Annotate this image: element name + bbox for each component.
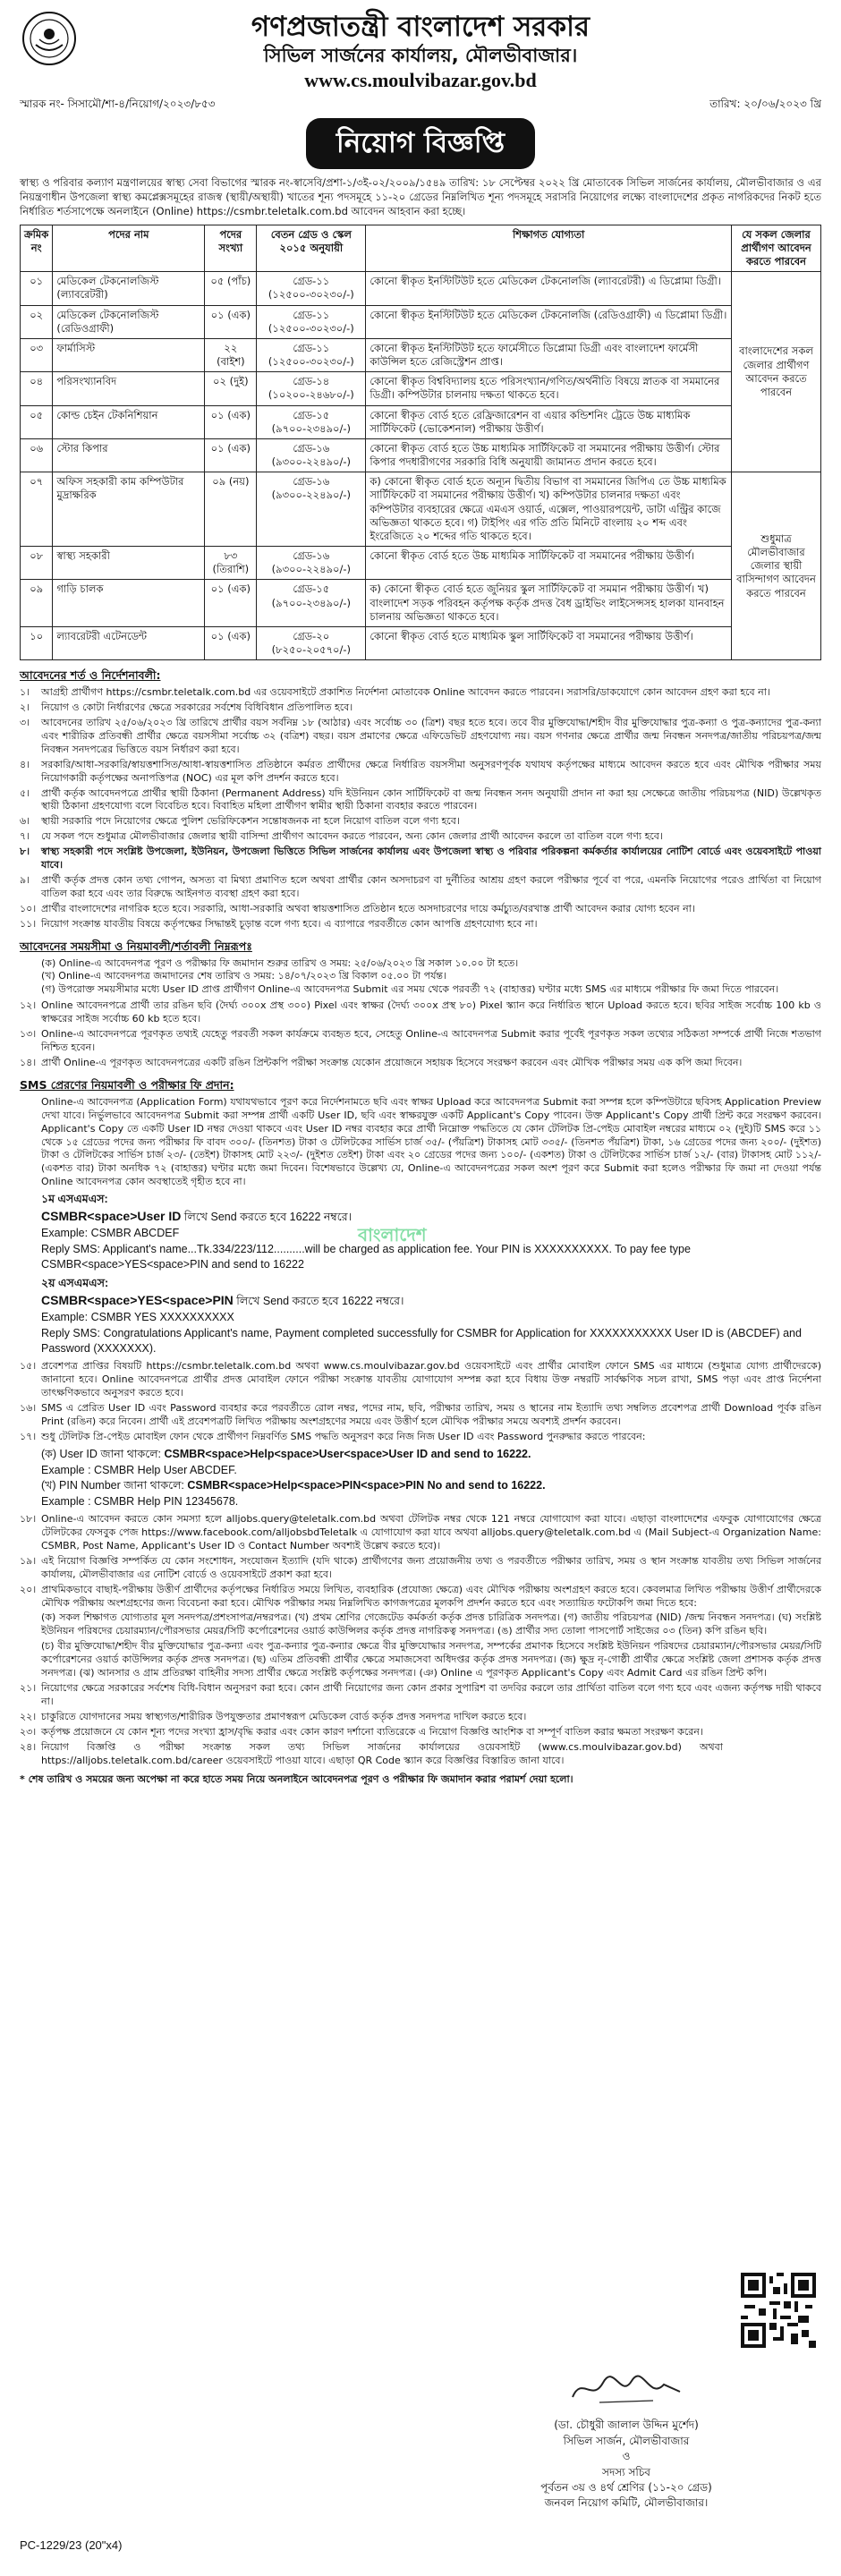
- item-number: [20, 1611, 41, 1638]
- table-row: [21, 438, 821, 472]
- cell-serial: ০৫: [21, 405, 53, 438]
- cell-qualification: কোনো স্বীকৃত বোর্ড হতে উচ্চ মাধ্যমিক সার্টিফিকেট বা সমমানের পরীক্ষায় উত্তীর্ণ। স্টোর কিপার পদধারীগণের সরকারি বিধি অনুযায়ী জামানত প্রদান করতে হবে।: [366, 438, 732, 472]
- cell-qualification: কোনো স্বীকৃত বোর্ড হতে রেফ্রিজারেশন বা এয়ার কন্ডিশনিং ট্রেডে উচ্চ মাধ্যমিক সার্টিফিকেট (ভোকেশনাল) পরীক্ষায় উত্তীর্ণ।: [366, 405, 732, 438]
- sms2-label: ২য় এসএমএস:: [41, 1277, 109, 1290]
- banner-wrap: [20, 118, 821, 169]
- item-text: SMS এ প্রেরিত User ID এবং Password ব্যবহার করে পরবর্তীতে রোল নম্বর, পদের নাম, ছবি, পরীক্ষার তারিখ, সময় ও স্থানের নাম ইত্যাদি তথ্য সম্বলিত প্রবেশপত্র প্রার্থী Download পূর্বক রঙিন Print (রঙিন) করে নিবেন। প্রার্থী এই প্রবেশপত্রটি লিখিত পরীক্ষায় অংশগ্রহণের সময়ে এবং উত্তীর্ণ হলে মৌখিক পরীক্ষার সময়ে অবশ্যই প্রদর্শন করবেন।: [41, 1401, 821, 1427]
- govt-title: গণপ্রজাতন্ত্রী বাংলাদেশ সরকার: [251, 11, 590, 43]
- cell-count: ০১ (এক): [205, 580, 257, 627]
- item-text: চাকুরিতে যোগদানের সময় স্বাস্থ্যগত/শারীরিক উপযুক্ততার প্রমাণস্বরূপ মেডিকেল বোর্ড কর্তৃক প্রদত্ত সনদপত্র দাখিল করতে হবে।: [41, 1711, 527, 1723]
- cell-qualification: কোনো স্বীকৃত ইনস্টিটিউট হতে মেডিকেল টেকনোলজি (ল্যাবরেটরী) এ ডিপ্লোমা ডিগ্রী।: [366, 272, 732, 305]
- cell-serial: ০১: [21, 272, 53, 305]
- later-list: [20, 1360, 821, 1444]
- list-item: [20, 701, 821, 715]
- cell-grade: গ্রেড-২০ (৮২৫০-২০৫৭০/-): [257, 626, 366, 659]
- item-number: ১৬।: [20, 1401, 37, 1414]
- retrieve-b-example: Example : CSMBR Help PIN 12345678.: [41, 1495, 239, 1509]
- item-number: ৯।: [20, 874, 30, 887]
- office-name: সিভিল সার্জনের কার্যালয়, মৌলভীবাজার।: [263, 44, 578, 66]
- cell-qualification: ক) কোনো স্বীকৃত বোর্ড হতে জুনিয়র স্কুল সার্টিফিকেট বা সমমান পরীক্ষায় উত্তীর্ণ। খ) বাংলাদেশ সড়ক পরিবহন কর্তৃপক্ষ কর্তৃক প্রদত্ত বৈধ ড্রাইভিং লাইসেন্সসহ হালকা যানবাহন চালনায় অভিজ্ঞতা থাকতে হবে।: [366, 580, 732, 627]
- sms-retrieve: [20, 1447, 821, 1510]
- cell-eligibility-local: শুধুমাত্র মৌলভীবাজার জেলার স্থায়ী বাসিন্দাগণ আবেদন করতে পারবেন: [732, 472, 821, 660]
- retrieve-b-command: CSMBR<space>Help<space>PIN<space>PIN No and send to 16222.: [187, 1479, 546, 1492]
- cell-grade: গ্রেড-১১ (১২৫০০-৩০২৩০/-): [257, 305, 366, 338]
- item-text: নিয়োগ সংক্রান্ত যাবতীয় বিষয়ে কর্তৃপক্ষের সিদ্ধান্তই চূড়ান্ত বলে গণ্য হবে। এ ব্যাপারে পরবর্তীতে কোন আপত্তি গ্রহণযোগ্য হবে না।: [41, 918, 538, 931]
- cell-grade: গ্রেড-১১ (১২৫০০-৩০২৩০/-): [257, 272, 366, 305]
- cell-qualification: কোনো স্বীকৃত বোর্ড হতে উচ্চ মাধ্যমিক সার্টিফিকেট বা সমমানের পরীক্ষায় উত্তীর্ণ।: [366, 547, 732, 580]
- th-grade: বেতন গ্রেড ও স্কেল ২০১৫ অনুযায়ী: [257, 225, 366, 272]
- cell-post: অফিস সহকারী কাম কম্পিউটার মুদ্রাক্ষরিক: [53, 472, 205, 547]
- cell-serial: ০৬: [21, 438, 53, 472]
- item-number: ১০।: [20, 903, 37, 915]
- conditions-title: আবেদনের শর্ত ও নির্দেশনাবলী:: [20, 668, 161, 683]
- cell-serial: ০৯: [21, 580, 53, 627]
- list-item: (খ) Online-এ আবেদনপত্র জমাদানের শেষ তারিখ ও সময়: ১৪/০৭/২০২৩ খ্রি বিকাল ০৫.০০ টা পর্যন্ত।: [41, 970, 446, 982]
- item-number: ২১।: [20, 1682, 37, 1695]
- notice-banner: নিয়োগ বিজ্ঞপ্তি: [306, 118, 535, 169]
- cell-post: গাড়ি চালক: [53, 580, 205, 627]
- cell-qualification: ক) কোনো স্বীকৃত বোর্ড হতে অন্যূন দ্বিতীয় বিভাগ বা সমমানের জিপিএ তে উচ্চ মাধ্যমিক সার্টিফিকেট বা সমমানের পরীক্ষায় উত্তীর্ণ। খ) কম্পিউটার চালনার দক্ষতা এবং কম্পিউটার ব্যবহারের ক্ষেত্রে এমএস ওয়ার্ড, এক্সেল, পাওয়ারপয়েন্ট, ডাটা এন্ট্রির কাজে অভিজ্ঞতা থাকতে হবে। গ) টাইপিং এর গতি প্রতি মিনিটে বাংলায় ২০ শব্দ এবং ইংরেজিতে ২০ শব্দের গতি থাকতে হবে।: [366, 472, 732, 547]
- signatory-title: সিভিল সার্জন, মৌলভীবাজার: [563, 2434, 690, 2447]
- sms1-reply: Reply SMS: Applicant's name...Tk.334/223/112..........will be charged as application fee. Your PIN is XXXXXXXXXX. To pay fee type CSMBR<space>YES<space>PIN and send to 16222: [41, 1242, 691, 1271]
- list-item: [20, 1028, 821, 1055]
- list-item: [20, 1611, 821, 1638]
- cell-qualification: কোনো স্বীকৃত বিশ্ববিদ্যালয় হতে পরিসংখ্যান/গণিত/অর্থনীতি বিষয়ে স্নাতক বা সমমানের ডিগ্রী। কম্পিউটার চালনায় দক্ষতা থাকতে হবে।: [366, 372, 732, 405]
- list-item: [20, 815, 821, 829]
- deadline-warning: * শেষ তারিখ ও সময়ের জন্য অপেক্ষা না করে হাতে সময় নিয়ে অনলাইনে আবেদনপত্র পূরণ ও পরীক্ষার ফি জমাদান করার পরামর্শ দেয়া হলো।: [20, 1773, 573, 1785]
- item-text: আবেদনের তারিখ ২৫/০৬/২০২৩ খ্রি তারিখে প্রার্থীর বয়স সর্বনিম্ন ১৮ (আঠার) এবং সর্বোচ্চ ৩০ (ত্রিশ) বছর হতে হবে। তবে বীর মুক্তিযোদ্ধা/শহীদ বীর মুক্তিযোদ্ধার পুত্র-কন্যা ও পুত্র-কন্যাদের পুত্র-কন্যা এবং শারীরিক প্রতিবন্ধী প্রার্থীর ক্ষেত্রে বয়সসীমা সর্বোচ্চ ৩২ (বত্রিশ) বছর। বয়স প্রমাণের ক্ষেত্রে এফিডেভিট গ্রহণযোগ্য নয়। বয়স গণনার ক্ষেত্রে প্রার্থীর জন্ম নিবন্ধন সনদপত্র/জাতীয় পরিচয়পত্র/জন্ম নিবন্ধন সনদপত্রের ভিত্তিতে বয়স নির্ধারণ করা হবে।: [41, 716, 821, 755]
- item-number: ৮।: [20, 846, 30, 858]
- item-number: ৭।: [20, 830, 30, 843]
- watermark: বাংলাদেশ: [358, 1224, 427, 1245]
- table-row: [21, 372, 821, 405]
- item-text: প্রার্থী কর্তৃক প্রদত্ত কোন তথ্য গোপন, অসত্য বা মিথ্যা প্রমাণিত হলে অথবা প্রার্থীর কোন অসদাচরণ বা দুর্নীতির আশ্রয় গ্রহণ করলে পরীক্ষার পূর্বে বা পরে, এমনকি নিয়োগের পরেও প্রার্থিতা বা নিয়োগ বাতিল করা হবে এবং তার বিরুদ্ধে আইনগত ব্যবস্থা গ্রহণ করা হবে।: [41, 874, 821, 900]
- list-item: [20, 1360, 821, 1400]
- item-number: ১২।: [20, 999, 37, 1012]
- item-number: ২।: [20, 701, 30, 713]
- signatory-role-3: জনবল নিয়োগ কমিটি, মৌলভীবাজার।: [544, 2496, 709, 2510]
- list-item: [20, 1682, 821, 1709]
- cell-grade: গ্রেড-১৫ (৯৭০০-২৩৪৯০/-): [257, 405, 366, 438]
- website-link[interactable]: www.cs.moulvibazar.gov.bd: [304, 68, 537, 91]
- cell-post: পরিসংখ্যানবিদ: [53, 372, 205, 405]
- cell-grade: গ্রেড-১৫ (৯৭০০-২৩৪৯০/-): [257, 580, 366, 627]
- sms-second: [20, 1276, 821, 1357]
- table-row: [21, 626, 821, 659]
- item-text: যে সকল পদে শুধুমাত্র মৌলভীবাজার জেলার স্থায়ী বাসিন্দা প্রার্থীগণ আবেদন করতে পারবেন, অন্য কোন জেলার প্রার্থী আবেদন করলে তা বাতিল বলে গণ্য হবে।: [41, 830, 663, 843]
- signatory-name: (ডা. চৌধুরী জালাল উদ্দিন মুর্শেদ): [554, 2419, 699, 2432]
- list-item: [20, 874, 821, 901]
- cell-count: ০২ (দুই): [205, 372, 257, 405]
- item-number: ২২।: [20, 1711, 37, 1723]
- retrieve-a-example: Example : CSMBR Help User ABCDEF.: [41, 1463, 237, 1476]
- th-post: পদের নাম: [53, 225, 205, 272]
- cell-serial: ০৩: [21, 338, 53, 371]
- cell-post: কোল্ড চেইন টেকনিশিয়ান: [53, 405, 205, 438]
- item-text: প্রাথমিকভাবে বাছাই-পরীক্ষায় উত্তীর্ণ প্রার্থীদের কর্তৃপক্ষের নির্ধারিত সময়ে লিখিত, ব্যবহারিক (প্রযোজ্য ক্ষেত্রে) এবং মৌখিক পরীক্ষায় অংশগ্রহণ করতে হবে। কেবলমাত্র লিখিত পরীক্ষায় উত্তীর্ণ প্রার্থীদেরকে মৌখিক পরীক্ষায় অংশগ্রহণের জন্য বিবেচনা করা হবে। মৌখিক পরীক্ষার সময় নিম্নলিখিত কাগজপত্রের মূলকপি প্রদর্শন করতে হবে এবং সত্যায়িত ফটোকপি জমা দিতে হবে:: [41, 1583, 821, 1609]
- table-row: [21, 272, 821, 305]
- sms1-label: ১ম এসএমএস:: [41, 1193, 108, 1206]
- list-item: [20, 759, 821, 786]
- list-item: [20, 717, 821, 757]
- item-number: ৩।: [20, 716, 30, 728]
- th-count: পদের সংখ্যা: [205, 225, 257, 272]
- cell-count: ০১ (এক): [205, 305, 257, 338]
- govt-emblem-icon: [21, 11, 77, 66]
- sms-description: Online-এ আবেদনপত্র (Application Form) যথাযথভাবে পূরণ করে নির্দেশনামতে ছবি এবং স্বাক্ষর Upload করে আবেদনপত্র Submit করা সম্পন্ন হলে কম্পিউটারে ছবিসহ Application Preview দেখা যাবে। নির্ভুলভাবে আবেদনপত্র Submit করা সম্পন্ন প্রার্থী একটি User ID, ছবি এবং স্বাক্ষরযুক্ত একটি Applicant's Copy পাবেন। উক্ত Applicant's Copy প্রার্থী প্রিন্ট করে সংরক্ষণ করবেন। Applicant's Copy তে একটি User ID নম্বর দেওয়া থাকবে এবং User ID নম্বর ব্যবহার করে প্রার্থী নিম্নোক্ত পদ্ধতিতে যে কোন টেলিটক প্রি-পেইড মোবাইল নম্বরের মাধ্যমে ০২ (দুই)টি SMS করে ১১ থেকে ১৫ গ্রেডের পদের জন্য পরীক্ষার ফি বাবদ ৩০০/- (তিনশত) টাকা ও টেলিটকের সার্ভিস চার্জ ৩৫/- (পঁয়ত্রিশ) টাকাসহ মোট ৩৩৫/- (তিনশত পঁয়ত্রিশ) টাকা, ১৬ গ্রেডের পদের জন্য ২০০/- (দুইশত) টাকা ও টেলিটকের সার্ভিস চার্জ ২৩/- (তেইশ) টাকাসহ মোট ২২৩/- (দুইশত তেইশ) টাকা এবং ২০ গ্রেডের পদের জন্য ১০০/- (একশত) টাকা ও টেলিটকের সার্ভিস চার্জ ১২/- (বার) টাকাসহ মোট ১১২/- (একশত বার) টাকা অনধিক ৭২ (বাহাত্তর) ঘণ্টার মধ্যে জমা দিবেন। বিশেষভাবে উল্লেখ্য যে, Online-এ আবেদনপত্রের সকল অংশ পূরণ করে Submit করা হলেও পরীক্ষার ফি জমা না দেওয়া পর্যন্ত Online আবেদনপত্র কোন অবস্থাতেই গৃহীত হবে না।: [41, 1095, 821, 1188]
- item-text: শুধু টেলিটক প্রি-পেইড মোবাইল ফোন থেকে প্রার্থীগণ নিম্নবর্ণিত SMS পদ্ধতি অনুসরণ করে নিজ নিজ User ID এবং Password পুনরুদ্ধার করতে পারবেন:: [41, 1430, 646, 1442]
- item-text: নিয়োগ বিজ্ঞপ্তি ও পরীক্ষা সংক্রান্ত সকল তথ্য সিভিল সার্জনের কার্যালয়ের ওয়েবসাইট (www.cs.moulvibazar.gov.bd) অথবা https://alljobs.teletalk.com.bd/career ওয়েবসাইটে পাওয়া যাবে। এছাড়া QR Code স্ক্যান করে বিজ্ঞপ্তির বিস্তারিত জানা যাবে।: [41, 1741, 723, 1766]
- sms2-reply: Reply SMS: Congratulations Applicant's name, Payment completed successfully for CSMBR for Application for XXXXXXXXXXX User ID is (ABCDEF) and Password (XXXXXXX).: [41, 1326, 802, 1356]
- signatory-and: ও: [622, 2450, 631, 2463]
- item-number: ২০।: [20, 1583, 37, 1595]
- retrieve-a-label: (ক) User ID জানা থাকলে:: [41, 1447, 162, 1460]
- item-text: স্বাস্থ্য সহকারী পদে সংশ্লিষ্ট উপজেলা, ইউনিয়ন, উপজেলা ভিত্তিতে সিভিল সার্জনের কার্যালয় এবং উপজেলা স্বাস্থ্য ও পরিবার পরিকল্পনা কর্মকর্তার কার্যালয়ের নোটিশ বোর্ডে এবং ওয়েবসাইটে পাওয়া যাবে।: [41, 846, 821, 871]
- item-number: ১৯।: [20, 1554, 37, 1567]
- cell-qualification: কোনো স্বীকৃত বোর্ড হতে মাধ্যমিক স্কুল সার্টিফিকেট বা সমমানের পরীক্ষায় উত্তীর্ণ।: [366, 626, 732, 659]
- retrieve-b-label: (খ) PIN Number জানা থাকলে:: [41, 1479, 184, 1492]
- cell-serial: ০৭: [21, 472, 53, 547]
- list-item: [20, 918, 821, 931]
- cell-count: ০৫ (পাঁচ): [205, 272, 257, 305]
- sms1-command: CSMBR<space>User ID: [41, 1209, 182, 1224]
- item-text: Online-এ আবেদনপত্রে পূরণকৃত তথ্যই যেহেতু পরবর্তী সকল কার্যক্রমে ব্যবহৃত হবে, সেহেতু Online-এ আবেদনপত্র Submit করার পূর্বেই পূরণকৃত সকল তথ্যের সঠিকতা সম্পর্কে প্রার্থী নিজে শতভাগ নিশ্চিত হবেন।: [41, 1028, 821, 1054]
- qr-code-icon[interactable]: [741, 2273, 816, 2348]
- list-item: [20, 1711, 821, 1724]
- sms1-example: Example: CSMBR ABCDEF: [41, 1226, 180, 1239]
- memo-number: স্মারক নং- সিসামৌ/শা-৪/নিয়োগ/২০২৩/৮৫৩: [20, 98, 216, 111]
- table-row: [21, 338, 821, 371]
- item-number: ৪।: [20, 758, 30, 770]
- cell-grade: গ্রেড-১৬ (৯৩০০-২২৪৯০/-): [257, 547, 366, 580]
- th-serial: ক্রমিক নং: [21, 225, 53, 272]
- list-item: [20, 1584, 821, 1611]
- item-number: ৬।: [20, 815, 30, 828]
- cell-post: মেডিকেল টেকনোলজিস্ট (ল্যাবরেটরী): [53, 272, 205, 305]
- item-text: প্রার্থী Online-এ পূরণকৃত আবেদনপত্রের একটি রঙিন প্রিন্টকপি পরীক্ষা সংক্রান্ত যেকোন প্রয়োজনে সহায়ক হিসেবে সংরক্ষণ করবেন এবং মৌখিক পরীক্ষার সময় এক কপি জমা দিবেন।: [41, 1057, 743, 1069]
- memo-row: [20, 98, 821, 112]
- cell-count: ০৯ (নয়): [205, 472, 257, 547]
- cell-post: মেডিকেল টেকনোলজিস্ট (রেডিওগ্রাফী): [53, 305, 205, 338]
- item-text: প্রবেশপত্র প্রাপ্তির বিষয়টি https://csmbr.teletalk.com.bd অথবা www.cs.moulvibazar.gov.bd ওয়েবসাইটে এবং প্রার্থীর মোবাইল ফোনে SMS এর মাধ্যমে (শুধুমাত্র যোগ্য প্রার্থীদেরকে) জানানো হবে। Online আবেদনপত্রে প্রার্থীর প্রদত্ত মোবাইল ফোনে পরীক্ষা সংক্রান্ত যাবতীয় যোগাযোগ সম্পন্ন করা হবে বিধায় উক্ত নম্বরটি সার্বক্ষণিক সচল রাখা, SMS পড়া এবং প্রাপ্ত নির্দেশনা তাৎক্ষণিকভাবে অনুসরণ করতে হবে।: [41, 1360, 821, 1399]
- item-text: (ক) সকল শিক্ষাগত যোগ্যতার মূল সনদপত্র/প্রশংসাপত্র/নম্বরপত্র। (খ) প্রথম শ্রেণির গেজেটেড কর্মকর্তা কর্তৃক প্রদত্ত চারিত্রিক সনদপত্র। (গ) জাতীয় পরিচয়পত্র (NID) /জন্ম নিবন্ধন সনদপত্র। (ঘ) সংশ্লিষ্ট ইউনিয়ন পরিষদের চেয়ারম্যান/পৌরসভার মেয়র/সিটি কর্পোরেশনের ওয়ার্ড কাউন্সিলর কর্তৃক প্রদত্ত নাগরিকত্ব সনদপত্র। (ঙ) প্রার্থীর সদ্য তোলা পাসপোর্ট সাইজের ০৩ (তিন) কপি রঙিন ছবি।: [41, 1611, 821, 1637]
- item-text: প্রার্থীর বাংলাদেশের নাগরিক হতে হবে। সরকারি, আধা-সরকারি অথবা স্বায়ত্তশাসিত প্রতিষ্ঠান হতে অসদাচরণের দায়ে কর্মচ্যুত/বরখাস্ত প্রার্থী আবেদন করার যোগ্য হবেন না।: [41, 903, 695, 915]
- item-text: আগ্রহী প্রার্থীগণ https://csmbr.teletalk.com.bd এর ওয়েবসাইটে প্রকাশিত নির্দেশনা মোতাবেক Online আবেদন করতে পারবেন। সরাসরি/ডাকযোগে কোন আবেদন গ্রহণ করা হবে না।: [41, 685, 770, 698]
- online-list: [20, 999, 821, 1070]
- cell-serial: ০৪: [21, 372, 53, 405]
- item-text: নিয়োগের ক্ষেত্রে সরকারের সর্বশেষ বিধি-বিধান অনুসরণ করা হবে। কোন প্রার্থী নিয়োগের জন্য কোন প্রকার সুপারিশ বা তদবির করলে তার প্রার্থিতা বাতিল বলে গণ্য হবে এবং এজন্য কর্তৃপক্ষ দায়ী থাকবে না।: [41, 1682, 821, 1708]
- item-number: ২৩।: [20, 1726, 37, 1739]
- item-text: প্রার্থী কর্তৃক আবেদনপত্রে প্রার্থীর স্থায়ী ঠিকানা (Permanent Address) যদি ইউনিয়ন কোন সার্টিফিকেট বা জন্ম নিবন্ধন সনদ অনুযায়ী প্রদান না করা হয় সেক্ষেত্রে জাতীয় পরিচয়পত্র (NID) উল্লেখকৃত স্থায়ী ঠিকানা গ্রহণযোগ্য বলে বিবেচিত হবে। বিবাহিত মহিলা প্রার্থীগণ স্বামীর স্থায়ী ঠিকানা ব্যবহার করতে পারবেন।: [41, 786, 821, 812]
- cell-grade: গ্রেড-১১ (১২৫০০-৩০২৩০/-): [257, 338, 366, 371]
- intro-paragraph: স্বাস্থ্য ও পরিবার কল্যাণ মন্ত্রণালয়ের স্বাস্থ্য সেবা বিভাগের স্মারক নং-স্বাসেবি/প্রশা-১/৩ই-০২/২০০৯/১৫৪৯ তারিখ: ১৮ সেপ্টেম্বর ২০২২ খ্রি মোতাবেক সিভিল সার্জনের কার্যালয়, মৌলভীবাজার ও এর নিয়ন্ত্রণাধীন উপজেলা স্বাস্থ্য কমপ্লেক্সসমূহের রাজস্ব (স্থায়ী/অস্থায়ী) খাতের শূন্য পদসমূহে ১১-২০ গ্রেডের নিম্নলিখিত শূন্য পদসমূহে সরাসরি নিয়োগের লক্ষ্যে বাংলাদেশের প্রকৃত নাগরিকদের নিকট হতে নির্ধারিত শর্তসাপেক্ষে অনলাইনে (Online) https://csmbr.teletalk.com.bd আবেদন আহবান করা হচ্ছে।: [20, 176, 821, 217]
- th-qualification: শিক্ষাগত যোগ্যতা: [366, 225, 732, 272]
- signature-icon: [564, 2367, 689, 2410]
- list-item: [20, 1057, 821, 1070]
- table-row: [21, 472, 821, 547]
- retrieve-a-command: CSMBR<space>Help<space>User<space>User ID and send to 16222.: [164, 1447, 531, 1460]
- item-number: ১৫।: [20, 1360, 37, 1373]
- conditions-list: [20, 686, 821, 931]
- item-number: ১৭।: [20, 1430, 37, 1442]
- item-text: নিয়োগ ও কোটা নির্ধারণের ক্ষেত্রে সরকারের সর্বশেষ বিধিবিধান প্রতিপালিত হবে।: [41, 701, 353, 713]
- cell-serial: ১০: [21, 626, 53, 659]
- list-item: [20, 1640, 821, 1680]
- schedule-list: [20, 957, 821, 998]
- signatory-role-1: সদস্য সচিব: [602, 2465, 650, 2478]
- list-item: [20, 686, 821, 700]
- cell-serial: ০২: [21, 305, 53, 338]
- cell-grade: গ্রেড-১৬ (৯৩০০-২২৪৯০/-): [257, 472, 366, 547]
- later-list-2: [20, 1513, 821, 1768]
- cell-qualification: কোনো স্বীকৃত ইনস্টিটিউট হতে মেডিকেল টেকনোলজি (রেডিওগ্রাফী) এ ডিপ্লোমা ডিগ্রী।: [366, 305, 732, 338]
- table-row: [21, 580, 821, 627]
- th-eligibility: যে সকল জেলার প্রার্থীগণ আবেদন করতে পারবেন: [732, 225, 821, 272]
- cell-count: ০১ (এক): [205, 438, 257, 472]
- list-item: [20, 1513, 821, 1553]
- item-text: Online-এ আবেদন করতে কোন সমস্যা হলে alljobs.query@teletalk.com.bd অথবা টেলিটক নম্বর থেকে 121 নম্বরে যোগাযোগ করা যাবে। এছাড়া বাংলাদেশের এফবুক যোগাযোগের ক্ষেত্রে টেলিটকের ফেসবুক পেজ https://www.facebook.com/alljobsbdTeletalk এ যোগাযোগ করা যাবে অথবা alljobs.query@teletalk.com.bd এ (Mail Subject-এ Organization Name: CSMBR, Post Name, Applicant's User ID ও Contact Number অবশ্যই উল্লেখ করতে হবে)।: [41, 1512, 821, 1552]
- list-item: [20, 999, 821, 1026]
- item-text: এই নিয়োগ বিজ্ঞপ্তি সম্পর্কিত যে কোন সংশোধন, সংযোজন ইত্যাদি (যদি থাকে) প্রার্থীগণের জন্য প্রয়োজনীয় তথ্য ও পরবর্তীতে পরীক্ষার তারিখ, সময় ও স্থান সংক্রান্ত যাবতীয় তথ্য সিভিল সার্জনের কার্যালয়, মৌলভীবাজার এর নোটিশ বোর্ডে ও ওয়েবসাইটে প্রকাশ করা হবে।: [41, 1554, 821, 1580]
- cell-eligibility-all: বাংলাদেশের সকল জেলার প্রার্থীগণ আবেদন করতে পারবেন: [732, 272, 821, 472]
- cell-post: ফার্মাসিস্ট: [53, 338, 205, 371]
- item-text: সরকারি/আধা-সরকারি/স্বায়ত্তশাসিত/আধা-স্বায়ত্তশাসিত প্রতিষ্ঠানে কর্মরত প্রার্থীদের ক্ষেত্রে নির্ধারিত বয়সসীমা অনুসরণপূর্বক যথাযথ কর্তৃপক্ষের মাধ্যমে আবেদন করতে হবে এবং মৌখিক পরীক্ষার সময় নিয়োগকারী কর্তৃপক্ষের অনাপত্তিপত্র (NOC) এর মূল কপি প্রদর্শন করতে হবে।: [41, 758, 821, 784]
- list-item: [20, 903, 821, 916]
- sms2-command: CSMBR<space>YES<space>PIN: [41, 1292, 234, 1307]
- list-item: [20, 830, 821, 844]
- sms-title: SMS প্রেরণের নিয়মাবলী ও পরীক্ষার ফি প্রদান:: [20, 1078, 234, 1092]
- item-number: ১।: [20, 685, 30, 698]
- cell-count: ৮৩ (তিরাশি): [205, 547, 257, 580]
- sms2-send: লিখে Send করতে হবে 16222 নম্বরে।: [236, 1294, 404, 1307]
- item-number: ১৪।: [20, 1057, 37, 1069]
- item-number: ৫।: [20, 786, 30, 799]
- cell-serial: ০৮: [21, 547, 53, 580]
- memo-date: তারিখ: ২০/০৬/২০২৩ খ্রি: [709, 98, 821, 111]
- list-item: (ক) Online-এ আবেদনপত্র পূরণ ও পরীক্ষার ফি জমাদান শুরুর তারিখ ও সময়: ২৫/০৬/২০২৩ খ্রি সকাল ১০.০০ টা হতে।: [41, 956, 519, 969]
- item-text: কর্তৃপক্ষ প্রয়োজনে যে কোন শূন্য পদের সংখ্যা হ্রাস/বৃদ্ধি করার এবং কোন কারণ দর্শানো ব্যতিরেকে এ নিয়োগ বিজ্ঞপ্তি আংশিক বা সম্পূর্ণ বাতিল করার ক্ষমতা সংরক্ষণ করেন।: [41, 1726, 703, 1739]
- list-item: [20, 1431, 821, 1444]
- list-item: [20, 1402, 821, 1429]
- table-row: [21, 405, 821, 438]
- cell-count: ০১ (এক): [205, 405, 257, 438]
- signatory-role-2: পূর্বতন ৩য় ও ৪র্থ শ্রেণির (১১-২০ গ্রেড): [540, 2480, 712, 2494]
- list-item: [20, 787, 821, 814]
- notice-header: [20, 11, 821, 92]
- table-row: [21, 547, 821, 580]
- cell-count: ২২ (বাইশ): [205, 338, 257, 371]
- item-number: ১৮।: [20, 1512, 37, 1525]
- item-number: ১১।: [20, 918, 37, 931]
- sms1-send: লিখে Send করতে হবে 16222 নম্বরে।: [183, 1211, 353, 1224]
- cell-post: স্বাস্থ্য সহকারী: [53, 547, 205, 580]
- table-row: [21, 305, 821, 338]
- item-number: ১৩।: [20, 1028, 37, 1041]
- list-item: [20, 1726, 821, 1739]
- item-number: [20, 1640, 41, 1680]
- list-item: [20, 1555, 821, 1582]
- item-text: স্থায়ী সরকারি পদে নিয়োগের ক্ষেত্রে পুলিশ ভেরিফিকেশন সন্তোষজনক না হলে নিয়োগ বাতিল বলে গণ্য হবে।: [41, 815, 460, 828]
- schedule-title: আবেদনের সময়সীমা ও নিয়মাবলী/শর্তাবলী নিম্নরূপঃ: [20, 939, 252, 954]
- posts-table: [20, 225, 821, 661]
- cell-qualification: কোনো স্বীকৃত ইনস্টিটিউট হতে ফার্মেসীতে ডিপ্লোমা ডিগ্রী এবং বাংলাদেশ ফার্মেসী কাউন্সিল হতে রেজিস্ট্রেশন প্রাপ্ত।: [366, 338, 732, 371]
- print-code: PC-1229/23 (20"x4): [20, 2538, 123, 2552]
- item-text: (চ) বীর মুক্তিযোদ্ধা/শহীদ বীর মুক্তিযোদ্ধার পুত্র-কন্যা এবং পুত্র-কন্যার পুত্র-কন্যার ক্ষেত্রে বীর মুক্তিযোদ্ধার সনদপত্র, সম্পর্কের প্রমাণক হিসেবে সংশ্লিষ্ট ইউনিয়ন পরিষদের চেয়ারম্যান/পৌরসভার মেয়র/সিটি কর্পোরেশনের ওয়ার্ড কাউন্সিলর কর্তৃক প্রদত্ত সনদপত্র। (ছ) এতিম প্রতিবন্ধী প্রার্থীর ক্ষেত্রে সমাজসেবা অধিদপ্তর কর্তৃক প্রদত্ত সনদপত্র। (জ) ক্ষুদ্র নৃ-গোষ্ঠী প্রার্থীর ক্ষেত্রে সংশ্লিষ্ট জেলা প্রশাসক কর্তৃক প্রদত্ত সনদপত্র। (ঝ) আনসার ও গ্রাম প্রতিরক্ষা বাহিনীর সদস্য প্রার্থীর ক্ষেত্রে সংশ্লিষ্ট কর্তৃপক্ষের সনদপত্র। (ঞ) Online এ পূরণকৃত Applicant's Copy এবং Admit Card এর রঙিন প্রিন্ট কপি।: [41, 1640, 821, 1679]
- list-item: [20, 846, 821, 872]
- item-text: Online আবেদনপত্রে প্রার্থী তার রঙিন ছবি (দৈর্ঘ্য ৩০০x প্রস্থ ৩০০) Pixel এবং স্বাক্ষর (দৈর্ঘ্য ৩০০x প্রস্থ ৮০) Pixel স্ক্যান করে নির্ধারিত স্থানে Upload করতে হবে। ছবির সাইজ সর্বোচ্চ 100 kb ও স্বাক্ষরের সাইজ সর্বোচ্চ 60 kb হতে হবে।: [41, 999, 821, 1025]
- signature-block: [456, 2367, 796, 2512]
- item-number: ২৪।: [20, 1741, 37, 1754]
- cell-grade: গ্রেড-১৬ (৯৩০০-২২৪৯০/-): [257, 438, 366, 472]
- list-item: (গ) উপরোক্ত সময়সীমার মধ্যে User ID প্রাপ্ত প্রার্থীগণ Online-এ আবেদনপত্র Submit এর সময় থেকে পরবর্তী ৭২ (বাহাত্তর) ঘণ্টার মধ্যে SMS এর মাধ্যমে পরীক্ষার ফি জমা দিতে পারবেন।: [41, 983, 779, 996]
- list-item: [20, 1741, 821, 1768]
- sms2-example: Example: CSMBR YES XXXXXXXXXX: [41, 1310, 234, 1323]
- cell-post: ল্যাবরেটরী এটেনডেন্ট: [53, 626, 205, 659]
- cell-count: ০১ (এক): [205, 626, 257, 659]
- cell-grade: গ্রেড-১৪ (১০২০০-২৪৬৮০/-): [257, 372, 366, 405]
- table-header-row: [21, 225, 821, 272]
- cell-post: স্টোর কিপার: [53, 438, 205, 472]
